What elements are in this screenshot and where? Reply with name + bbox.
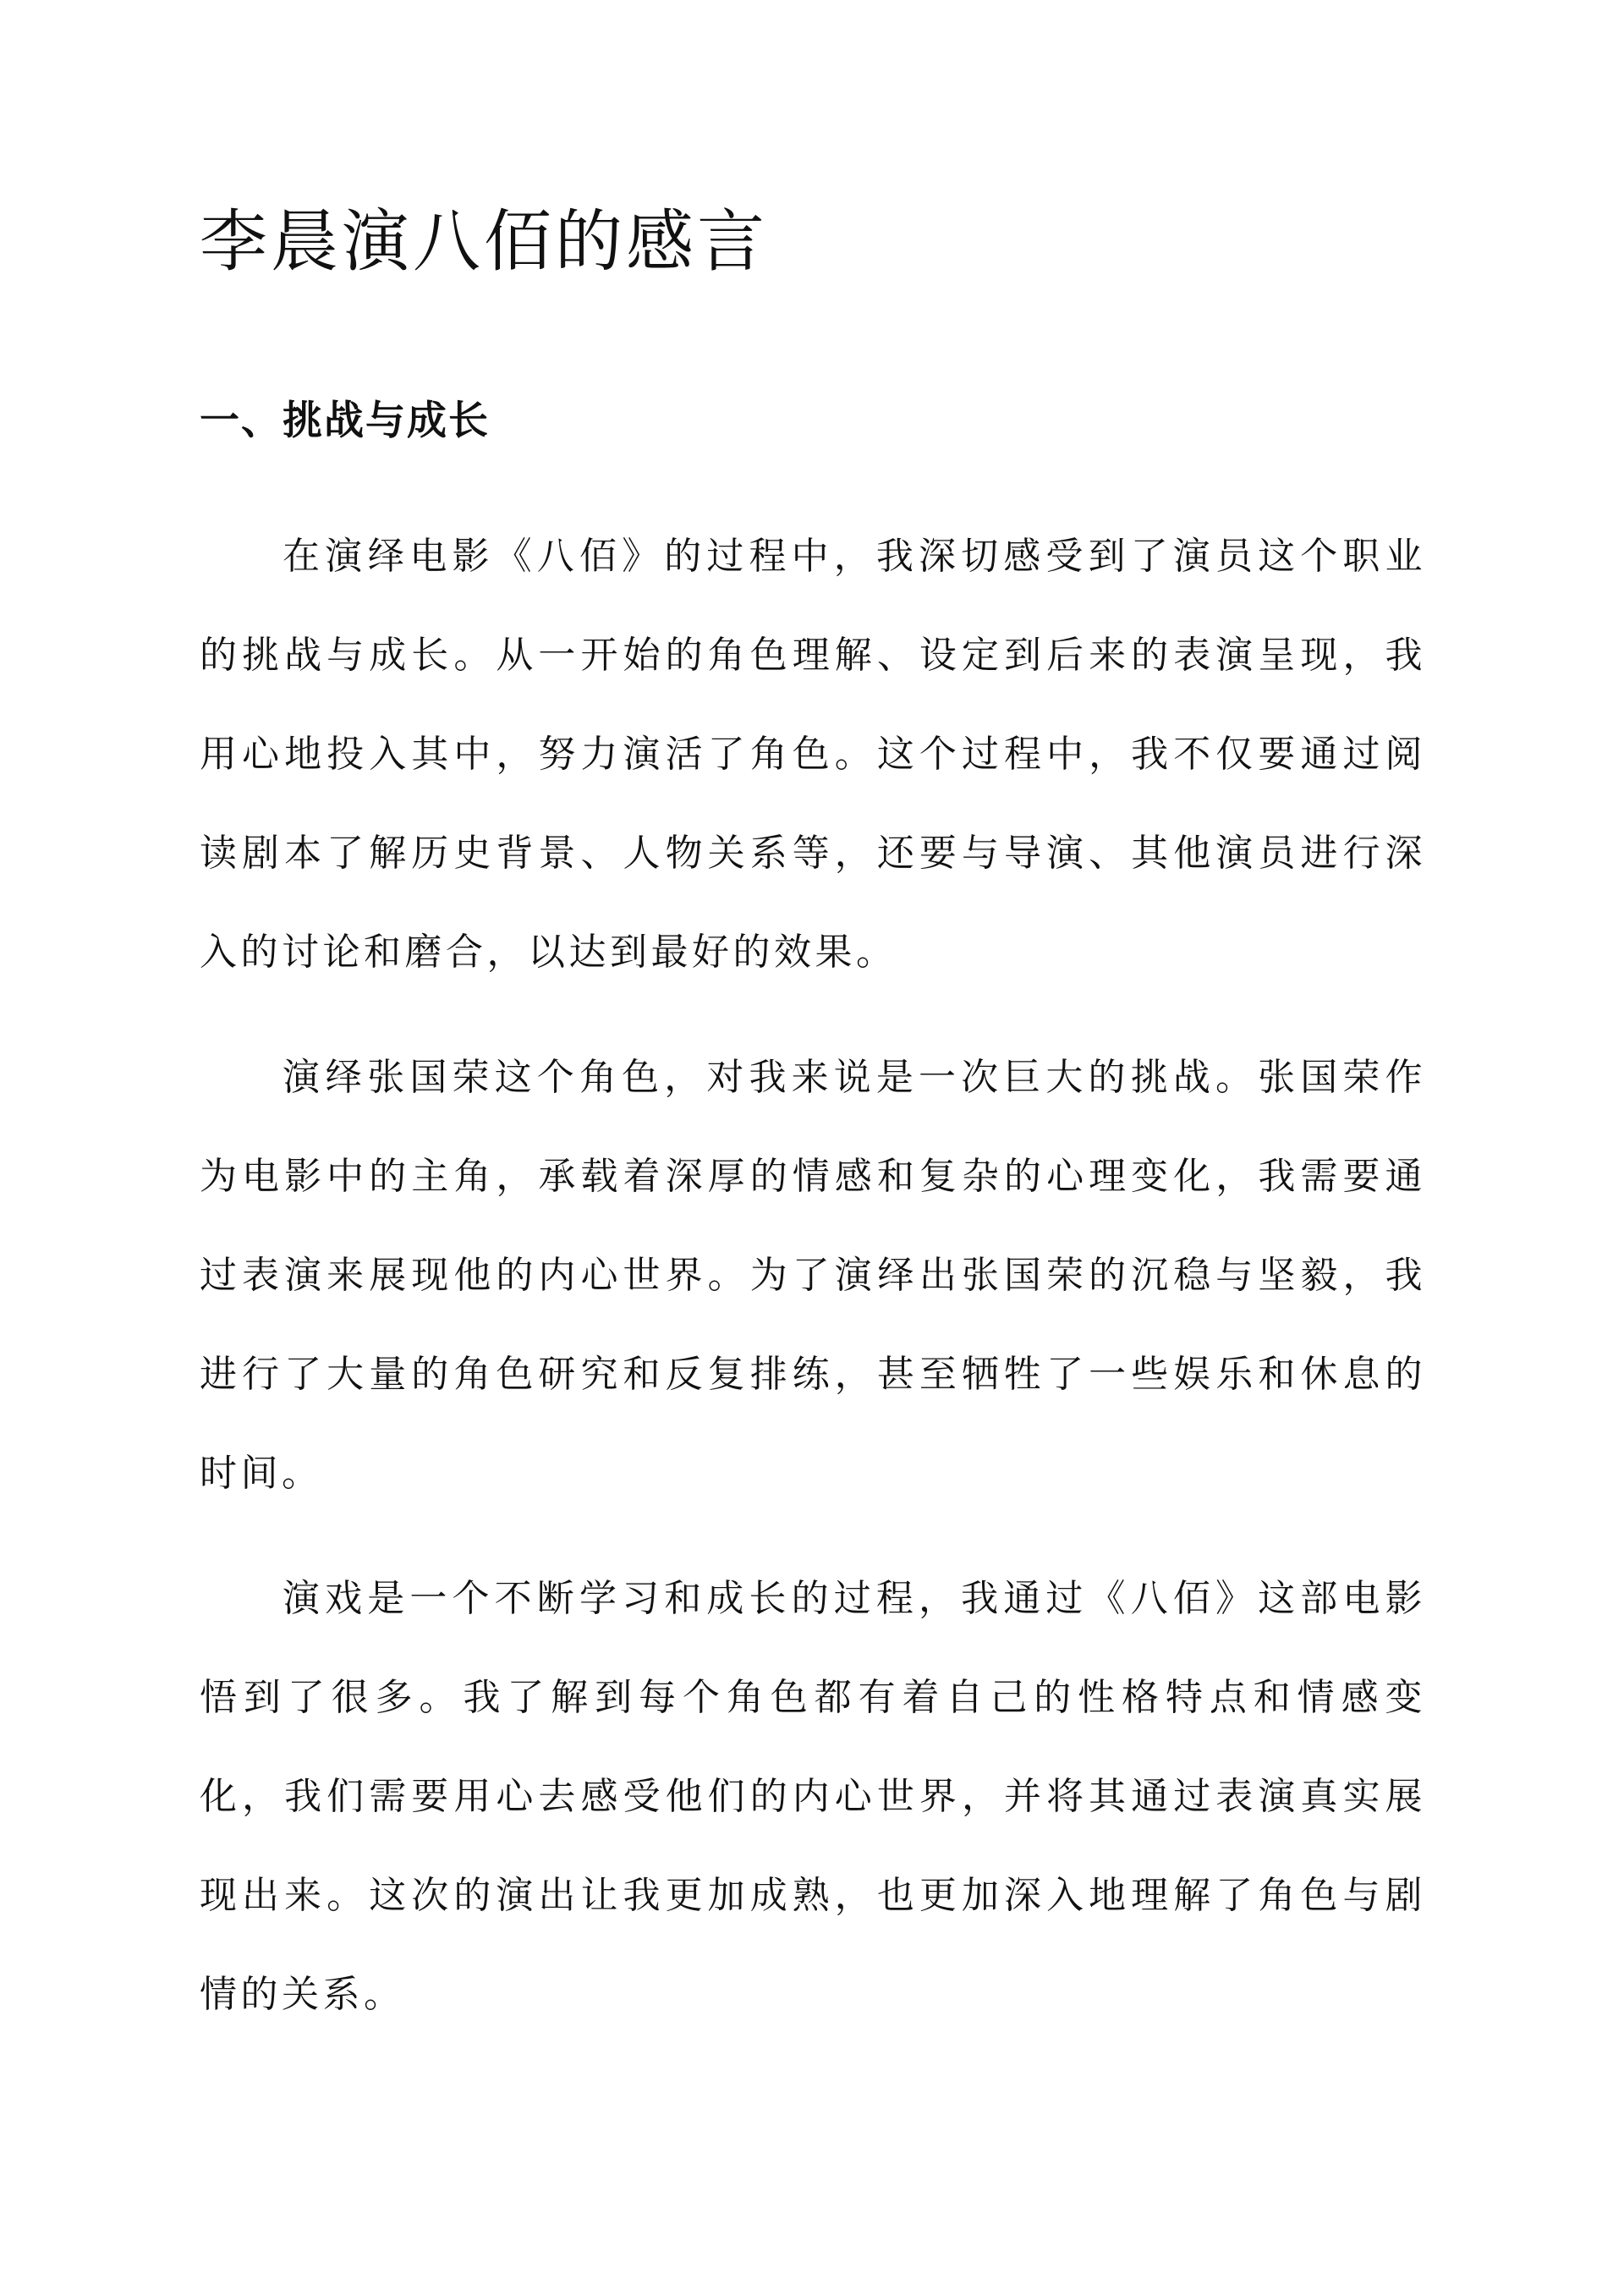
section-heading: 一、挑战与成长 (200, 398, 490, 444)
paragraph-3: 演戏是一个不断学习和成长的过程，我通过《八佰》这部电影悟到了很多。我了解到每个角色都有着自己的性格特点和情感变化，我们需要用心去感受他们的内心世界，并将其通过表演真实展现出来。这次的演出让我更加成熟，也更加深入地理解了角色与剧情的关系。 (200, 1577, 1426, 2016)
document-title: 李晨演八佰的感言 (200, 202, 768, 281)
paragraph-2: 演绎张国荣这个角色，对我来说是一次巨大的挑战。张国荣作为电影中的主角，承载着深厚的情感和复杂的心理变化，我需要通过表演来展现他的内心世界。为了演绎出张国荣的沉稳与坚毅，我进行了大量的角色研究和反复排练，甚至牺牲了一些娱乐和休息的时间。 (200, 1056, 1426, 1495)
paragraph-1: 在演绎电影《八佰》的过程中，我深切感受到了演员这个职业的挑战与成长。从一开始的角色理解、设定到后来的表演呈现，我用心地投入其中，努力演活了角色。这个过程中，我不仅要通过阅读剧本了解历史背景、人物关系等，还要与导演、其他演员进行深入的讨论和磨合，以达到最好的效果。 (200, 535, 1426, 974)
